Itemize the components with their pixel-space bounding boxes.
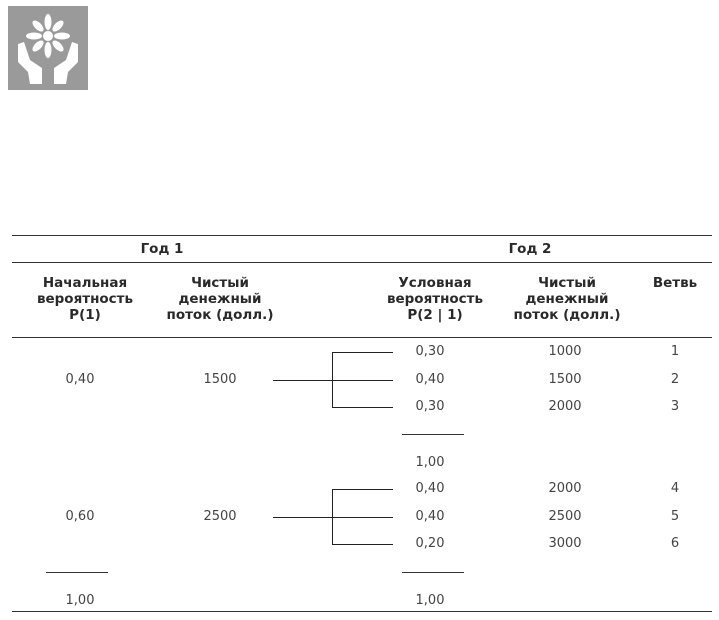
branch-row-1: 1 (670, 344, 680, 359)
column-header-rule (12, 337, 712, 338)
year-header-rule (12, 262, 712, 263)
cond-prob-row-1: 0,30 (415, 344, 445, 359)
logo (8, 6, 88, 90)
tree-branch-6 (332, 544, 393, 545)
branch-row-2: 2 (670, 372, 680, 387)
tree-branch-4 (332, 489, 393, 490)
net-cash-1-header: Чистый денежный поток (долл.) (166, 275, 274, 323)
year2-header: Год 2 (508, 241, 552, 257)
initial-prob-2: 0,60 (65, 509, 95, 524)
hands-flower-icon (8, 6, 88, 90)
net-cash-2-header: Чистый денежный поток (долл.) (513, 275, 621, 323)
tree-branch-3 (332, 407, 393, 408)
cash-year1-2: 2500 (203, 509, 237, 524)
cond-prob-row-2: 0,40 (415, 372, 445, 387)
branch-row-4: 4 (670, 481, 680, 496)
cash-row-4: 2000 (548, 481, 582, 496)
initial-prob-header: Начальная вероятность P(1) (36, 275, 134, 323)
cash-row-5: 2500 (548, 509, 582, 524)
cond-prob-row-3: 0,30 (415, 399, 445, 414)
cond-prob-row-5: 0,40 (415, 509, 445, 524)
subtotal-2: 1,00 (415, 593, 445, 608)
year1-header: Год 1 (140, 241, 184, 257)
subtotal-1: 1,00 (415, 455, 445, 470)
tree-stem-2 (273, 517, 393, 518)
cond-prob-row-4: 0,40 (415, 481, 445, 496)
cond-prob-header: Условная вероятность P(2 | 1) (386, 275, 484, 323)
table-bottom-rule (12, 611, 712, 612)
initial-prob-1: 0,40 (65, 372, 95, 387)
cash-row-1: 1000 (548, 344, 582, 359)
subtotal-rule-2 (402, 572, 464, 573)
cash-year1-1: 1500 (203, 372, 237, 387)
branch-row-6: 6 (670, 536, 680, 551)
tree-branch-1 (332, 352, 393, 353)
table-top-rule (12, 235, 712, 236)
total-initial: 1,00 (65, 593, 95, 608)
tree-stem-1 (273, 380, 393, 381)
branch-row-3: 3 (670, 399, 680, 414)
subtotal-rule-1 (402, 434, 464, 435)
cash-row-6: 3000 (548, 536, 582, 551)
cash-row-3: 2000 (548, 399, 582, 414)
cash-row-2: 1500 (548, 372, 582, 387)
branch-header: Ветвь (652, 275, 698, 291)
branch-row-5: 5 (670, 509, 680, 524)
tree-trunk-2 (332, 489, 333, 545)
tree-trunk-1 (332, 352, 333, 408)
total-rule-initial (46, 572, 108, 573)
cond-prob-row-6: 0,20 (415, 536, 445, 551)
